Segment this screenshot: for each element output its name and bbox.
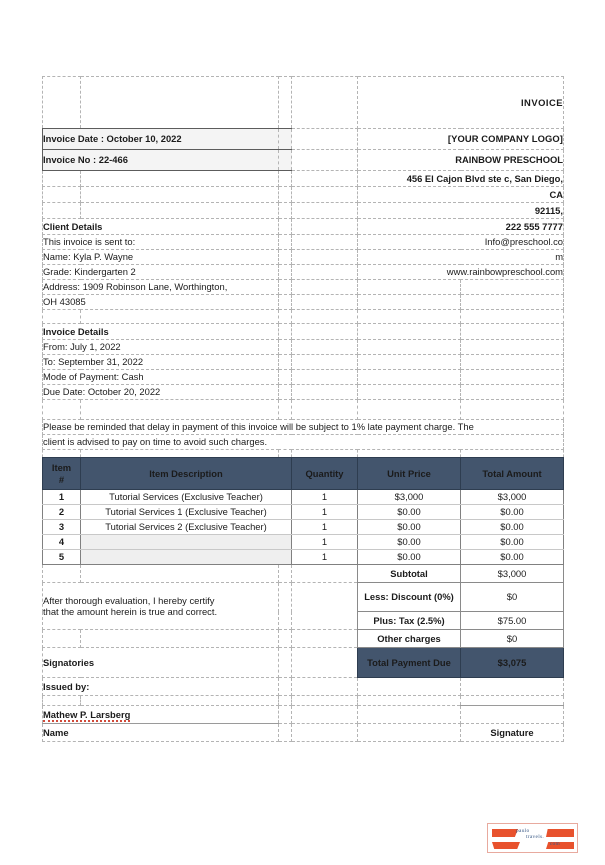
cell-c35 [279,696,292,706]
page-title: INVOICE [358,77,564,129]
client-address-row-1 [43,280,564,295]
client-details-heading: Client Details [43,219,279,235]
item-quantity: 1 [292,520,358,535]
cell-d22 [292,450,358,458]
cell-d17 [292,370,358,385]
cell-f11 [461,280,564,295]
other-charges-value: $0 [461,630,564,648]
cell-b29 [81,565,279,583]
cell-d37 [292,724,358,742]
table-row [43,505,564,520]
cell-d34 [292,678,358,696]
col-header-quantity: Quantity [292,458,358,490]
cell-d18 [292,385,358,400]
name-label: Name [43,724,279,742]
item-unit-price: $0.00 [358,520,461,535]
item-description: Tutorial Services 2 (Exclusive Teacher) [81,520,292,535]
spacer-row-2 [43,400,564,420]
item-unit-price: $0.00 [358,505,461,520]
item-no: 5 [43,550,81,565]
invoice-no-field[interactable]: Invoice No : 22-466 [43,150,279,171]
logo-text-line2: travels. [525,834,545,840]
signature-label: Signature [461,724,564,742]
item-description: Tutorial Services 1 (Exclusive Teacher) [81,505,292,520]
company-address-line1: 456 El Cajon Blvd ste c, San Diego, [358,171,564,187]
signer-name-text: Mathew P. Larsberg [43,708,131,720]
logo-text-line3: com [549,841,560,847]
footer-logo [487,823,578,853]
cell-b1 [81,77,279,129]
cell-b6 [81,203,279,219]
other-charges-row [43,630,564,648]
cell-a6 [43,203,81,219]
certification-line1: After thorough evaluation, I hereby certify [43,594,215,606]
client-name-row [43,250,564,265]
cell-b13 [81,310,279,324]
client-address-line1: Address: 1909 Robinson Lane, Worthington, [43,280,279,295]
cell-f15 [461,340,564,355]
cell-e36 [358,706,461,724]
item-no: 3 [43,520,81,535]
cell-c16 [279,355,292,370]
cell-e19 [358,400,461,420]
tax-label: Plus: Tax (2.5%) [358,612,461,630]
item-quantity: 1 [292,535,358,550]
spacer-row-4 [43,696,564,706]
subtotal-row [43,565,564,583]
cell-f18 [461,385,564,400]
client-details-head-row [43,219,564,235]
table-row [43,520,564,535]
cell-c11 [279,280,292,295]
client-name: Name: Kyla P. Wayne [43,250,279,265]
issued-by-label: Issued by: [43,678,279,696]
item-description: Tutorial Services (Exclusive Teacher) [81,490,292,505]
cell-c14 [279,324,292,340]
cell-b35 [81,696,279,706]
cell-c36 [279,706,292,724]
cell-c2 [279,129,292,150]
total-payment-due-value: $3,075 [461,648,564,678]
company-name: RAINBOW PRESCHOOL [358,150,564,171]
cell-b22 [81,450,279,458]
cell-c10 [279,265,292,280]
cell-c32 [279,630,292,648]
table-row [43,535,564,550]
cell-c17 [279,370,292,385]
cell-c18 [279,385,292,400]
cell-d7 [292,219,358,235]
cell-c12 [279,295,292,310]
cell-e34 [358,678,461,696]
col-header-item-line2: # [58,473,65,485]
cell-e13 [358,310,461,324]
total-due-row [43,648,564,678]
col-header-unit-price: Unit Price [358,458,461,490]
item-no: 1 [43,490,81,505]
cell-e15 [358,340,461,355]
cell-f19 [461,400,564,420]
table-row [43,550,564,565]
cell-e17 [358,370,461,385]
col-header-item-no [43,458,81,490]
client-address-line2: OH 43085 [43,295,279,310]
cell-f22 [461,450,564,458]
item-total: $3,000 [461,490,564,505]
cell-d9 [292,250,358,265]
signer-name-row [43,706,564,724]
cell-d14 [292,324,358,340]
cell-a22 [43,450,81,458]
item-total: $0.00 [461,535,564,550]
subtotal-value: $3,000 [461,565,564,583]
cell-c34 [279,678,292,696]
other-charges-label: Other charges [358,630,461,648]
cell-f34 [461,678,564,696]
issued-by-row [43,678,564,696]
invoice-no-row [43,150,564,171]
spreadsheet-grid [42,76,564,742]
cell-d13 [292,310,358,324]
cell-d2 [292,129,358,150]
subtotal-label: Subtotal [358,565,461,583]
item-no: 4 [43,535,81,550]
cell-c19 [279,400,292,420]
item-total: $0.00 [461,505,564,520]
cell-e12 [358,295,461,310]
cell-f13 [461,310,564,324]
cell-d12 [292,295,358,310]
item-unit-price: $3,000 [358,490,461,505]
cell-c1 [279,77,292,129]
note-row-1 [43,420,564,435]
invoice-sheet [42,76,563,742]
invoice-due-date-row [43,385,564,400]
signer-name [43,706,279,724]
cell-a4 [43,171,81,187]
item-no: 2 [43,505,81,520]
item-description [81,535,292,550]
cell-c3 [279,150,292,171]
certification-text [43,583,279,630]
item-quantity: 1 [292,505,358,520]
client-grade: Grade: Kindergarten 2 [43,265,279,280]
cell-c4 [279,171,292,187]
cell-f16 [461,355,564,370]
cell-c15 [279,340,292,355]
company-phone: 222 555 7777 [358,219,564,235]
cell-c22 [279,450,292,458]
cell-d4 [292,171,358,187]
cell-d10 [292,265,358,280]
discount-row [43,583,564,612]
cell-d32 [292,630,358,648]
invoice-from-row [43,340,564,355]
invoice-payment-mode-row [43,370,564,385]
cell-c30 [279,583,292,630]
cell-e37 [358,724,461,742]
cell-c37 [279,724,292,742]
item-total: $0.00 [461,520,564,535]
cell-a1 [43,77,81,129]
late-payment-note-line2: client is advised to pay on time to avoid such charges. [43,435,564,450]
cell-f35 [461,696,564,706]
cell-d35 [292,696,358,706]
cell-d8 [292,235,358,250]
cell-b4 [81,171,279,187]
total-payment-due-label: Total Payment Due [358,648,461,678]
invoice-details-head-row [43,324,564,340]
cell-d6 [292,203,358,219]
item-quantity: 1 [292,550,358,565]
late-payment-note-line1: Please be reminded that delay in payment of this invoice will be subject to 1% late payment charge. The [43,420,564,435]
cell-d3 [292,150,358,171]
discount-label: Less: Discount (0%) [358,583,461,612]
cell-a13 [43,310,81,324]
company-email-line2: m [358,250,564,265]
cell-c7 [279,219,292,235]
items-table-header-row [43,458,564,490]
cell-d19 [292,400,358,420]
invoice-to-row [43,355,564,370]
spacer-row-3 [43,450,564,458]
cell-f17 [461,370,564,385]
cell-d11 [292,280,358,295]
invoice-date-row [43,129,564,150]
cell-f14 [461,324,564,340]
item-total: $0.00 [461,550,564,565]
col-header-total-amount: Total Amount [461,458,564,490]
cell-c33 [279,648,292,678]
invoice-period-to: To: September 31, 2022 [43,355,279,370]
due-date: Due Date: October 20, 2022 [43,385,279,400]
client-sent-to: This invoice is sent to: [43,235,279,250]
signature-labels-row [43,724,564,742]
company-address-row-2 [43,187,564,203]
item-unit-price: $0.00 [358,535,461,550]
invoice-period-from: From: July 1, 2022 [43,340,279,355]
cell-d30 [292,583,358,630]
company-website[interactable]: www.rainbowpreschool.com [358,265,564,280]
spacer-row-1 [43,310,564,324]
cell-a35 [43,696,81,706]
company-address-row-3 [43,203,564,219]
signatories-label: Signatories [43,648,279,678]
cell-c8 [279,235,292,250]
company-address-line3: 92115, [358,203,564,219]
cell-f12 [461,295,564,310]
col-header-description: Item Description [81,458,292,490]
cell-a19 [43,400,81,420]
cell-e22 [358,450,461,458]
cell-b19 [81,400,279,420]
cell-c5 [279,187,292,203]
cell-e11 [358,280,461,295]
company-logo-placeholder: [YOUR COMPANY LOGO] [358,129,564,150]
cell-d1 [292,77,358,129]
cell-e35 [358,696,461,706]
company-address-row-1 [43,171,564,187]
cell-d15 [292,340,358,355]
cell-d16 [292,355,358,370]
note-row-2 [43,435,564,450]
cell-c9 [279,250,292,265]
cell-a32 [43,630,81,648]
col-header-item-line1: Item [51,462,72,474]
cell-e18 [358,385,461,400]
table-row [43,490,564,505]
certification-line2: that the amount herein is true and correct. [43,606,218,617]
cell-b32 [81,630,279,648]
company-email-line1: Info@preschool.co [358,235,564,250]
discount-value: $0 [461,583,564,612]
title-row [43,77,564,129]
cell-c6 [279,203,292,219]
cell-d36 [292,706,358,724]
item-quantity: 1 [292,490,358,505]
item-unit-price: $0.00 [358,550,461,565]
company-address-line2: CA [358,187,564,203]
cell-a29 [43,565,81,583]
cell-d33 [292,648,358,678]
invoice-date-field[interactable]: Invoice Date : October 10, 2022 [43,129,279,150]
cell-d29 [292,565,358,583]
item-description [81,550,292,565]
signature-line-cell [461,706,564,724]
cell-c13 [279,310,292,324]
cell-d5 [292,187,358,203]
client-address-row-2 [43,295,564,310]
client-sentto-row [43,235,564,250]
logo-text-line1: paulo [516,828,530,834]
mode-of-payment: Mode of Payment: Cash [43,370,279,385]
invoice-details-heading: Invoice Details [43,324,279,340]
tax-value: $75.00 [461,612,564,630]
cell-e16 [358,355,461,370]
cell-c29 [279,565,292,583]
cell-b5 [81,187,279,203]
cell-e14 [358,324,461,340]
client-grade-row [43,265,564,280]
cell-a5 [43,187,81,203]
